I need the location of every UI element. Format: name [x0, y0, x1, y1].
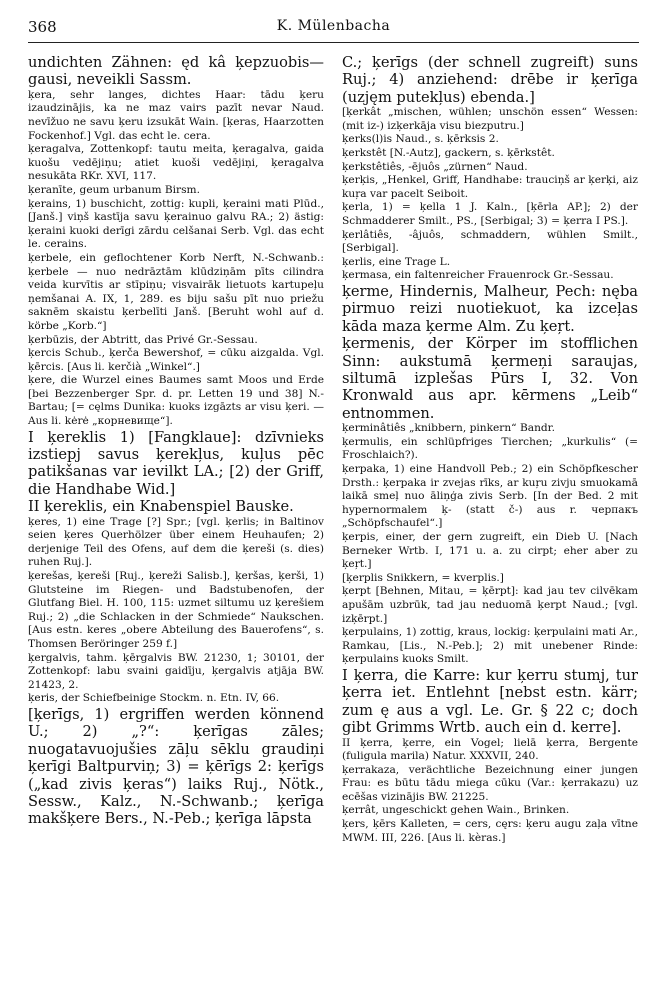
page-number: 368	[28, 18, 57, 36]
dictionary-entry: [ķerplis Snikkern, = kverplis.]	[342, 571, 504, 584]
dictionary-entry: [ķerīgs, 1) ergriffen werden könnend U.; 2) „?“: ķerīgas zāles; nuogatavuojušies zāļu sēklu graudiņi ķerīgi Baltpurviņ; 3) = ķērīgs 2: ķerīgs („kad zivis ķeras“) laiks Ruj., Nötk., Sessw., Kalz., N.-Schwanb.; ķerīga makšķere Bers., N.-Peb.; ķerīga lāpsta	[28, 706, 324, 828]
dictionary-entry: [ķerkât „mischen, wühlen; unschön essen“ Wessen: (mit iz-) izķerkāja visu biezputru.]	[342, 106, 638, 132]
dictionary-entry: ķerpulains, 1) zottig, kraus, lockig: ķerpulaini mati Ar., Ramkau, [Lis., N.-Peb.]; 2) mit unebener Rinde: ķerpulains kuoks Smilt.	[342, 626, 638, 666]
dictionary-entry: ķerkstêtiês, -ējuôs „zürnen“ Naud.	[342, 160, 528, 173]
right-column	[342, 54, 638, 845]
dictionary-entry: ķerpis, einer, der gern zugreift, ein Dieb U. [Nach Berneker Wrtb. I, 171 u. a. zu cirpt; eher aber zu ķeŗt.]	[342, 530, 638, 571]
dictionary-entry: ķerpaka, 1) eine Handvoll Peb.; 2) ein Schöpfkescher Drsth.: ķerpaka ir zvejas rīks, ar kuŗu zivju smuokamā laikā smeļ nuo āliņģa zivis Serb. [In der Bed. 2 mit hypernormalem ķ- (statt č-) aus r. черпакъ „Schöpfschaufel“.]	[342, 462, 638, 530]
dictionary-entry: ķere, die Wurzel eines Baumes samt Moos und Erde [bei Bezzenberger Spr. d. pr. Letten 19 und 38] N.-Bartau; [= cęlms Dunika: kuoks izgāzts ar visu ķeri. — Aus li. kėrė „корневище“].	[28, 374, 324, 428]
dictionary-entry: ķerlis, eine Trage L.	[342, 255, 451, 268]
dictionary-entry: I ķereklis 1) [Fangklaue]: dzīvnieks izstiepj savus ķerekļus, kuļus pēc patikšanas var ievilkt LA.; [2) der Griff, die Handhabe Wid.]	[28, 428, 324, 498]
dictionary-entry: ķerminâtiês „knibbern, pinkern“ Bandr.	[342, 422, 555, 435]
dictionary-entry: ķerme, Hindernis, Malheur, Pech: nęba pirmuo reizi nuotiekuot, ka izceļas kāda maza ķerme Alm. Zu ķeŗt.	[342, 282, 638, 335]
dictionary-entry: I ķerra, die Karre: kur ķerru stumj, tur ķerra iet. Entlehnt [nebst estn. kärr; zum ę aus a vgl. Le. Gr. § 22 c; doch gibt Grimms Wrtb. auch ein d. kerre].	[342, 666, 638, 737]
dictionary-entry: ķerbele, ein geflochtener Korb Nerft, N.-Schwanb.: ķerbele — nuo nedrāztām klūdziņām pīts cilindra veida kurvītis ar stīpiņu; visvairāk lietuots kartupeļu ņemšanai A. IX, 1, 289. es biju sašu pīt nuo priežu saknēm skaistu ķerbelīti Janš. [Beruht wohl auf d. körbe „Korb.“]	[28, 251, 324, 332]
dictionary-entry: ķermenis, der Körper im stofflichen Sinn: aukstumā ķermeņi saraujas, siltumā izplešas Pūrs I, 32. Von Kronwald aus apr. kērmens „Leib“ entnommen.	[342, 335, 638, 422]
dictionary-entry: ķerks(l)is Naud., s. ķērksis 2.	[342, 133, 499, 146]
dictionary-entry: ķergalvis, tahm. ķērgalvis BW. 21230, 1; 30101, der Zottenkopf: labu svaini gaidīju, ķergalvis atjāja BW. 21423, 2.	[28, 651, 324, 691]
dictionary-entry: C.; ķerīgs (der schnell zugreift) suns Ruj.; 4) anziehend: drēbe ir ķerīga (uzjęm putekļus) ebenda.]	[342, 54, 638, 106]
dictionary-entry: ķercis Schub., ķerča Bewershof, = cūku aizgalda. Vgl. ķērcis. [Aus li. kerčià „Winkel“.]	[28, 347, 324, 373]
dictionary-entry: ķerla, 1) = ķella 1 J. Kaln., [ķērla AP.]; 2) der Schmadderer Smilt., PS., [Serbigal; 3) = ķerra I PS.].	[342, 201, 638, 227]
dictionary-entry: ķera, sehr langes, dichtes Haar: tādu ķeru izaudzinājis, ka ne maz vairs pazīt nevar Naud. nevīžuo ne savu ķeru izsukāt Wain. [ķeras, Haarzotten Fockenhof.] Vgl. das echt le. cera.	[28, 88, 324, 142]
dictionary-entry: ķers, ķērs Kalleten, = cers, cęrs: ķeru augu zaļa vītne MWM. III, 226. [Aus li. kèras.]	[342, 818, 638, 844]
running-title: K. Mülenbacha	[276, 18, 391, 34]
dictionary-entry: ķerķis, „Henkel, Griff, Handhabe: trauciņš ar ķerķi, aiz kuŗa var pacelt Seiboit.	[342, 174, 638, 200]
dictionary-entry: II ķereklis, ein Knabenspiel Bauske.	[28, 498, 294, 516]
dictionary-entry: ķerpt [Behnen, Mitau, = ķērpt]: kad jau tev cilvēkam apušām uzbrūk, tad jau neduomā ķerpt Naud.; [vgl. izķērpt.]	[342, 585, 638, 625]
dictionary-entry: ķerbūzis, der Abtritt, das Privé Gr.-Sessau.	[28, 333, 258, 346]
dictionary-entry: ķerešas, ķereši [Ruj., ķereži Salisb.], ķeršas, ķerši, 1) Glutsteine im Riegen- und Badstubenofen, der Glutfang Biel. H. 100, 115: uzmet siltumu uz ķerešiem Ruj.; 2) „die Schlacken in der Schmiede“ Naukschen. [Aus estn. keres „obere Abteilung des Bauerofens“, s. Thomsen Beröringer 259 f.]	[28, 570, 324, 651]
dictionary-entry: II ķerra, ķerre, ein Vogel; lielā ķerra, Bergente (fuligula marila) Natur. XXXVII, 240.	[342, 736, 638, 763]
dictionary-entry: ķeres, 1) eine Trage [?] Spr.; [vgl. ķerlis; in Baltinov seien ķeres Querhölzer über einem Heuhaufen; 2) derjenige Teil des Ofens, auf dem die ķereši (s. dies) ruhen Ruj.].	[28, 515, 324, 569]
dictionary-entry: ķerlâtiês, -âjuôs, schmaddern, wühlen Smilt., [Serbigal].	[342, 228, 638, 255]
dictionary-entry: ķermulis, ein schlüpfriges Tierchen; „kurkulis“ (= Froschlaich?).	[342, 435, 638, 462]
dictionary-entry: ķeris, der Schiefbeinige Stockm. n. Etn. IV, 66.	[28, 692, 280, 705]
dictionary-entry: ķerrât, ungeschickt gehen Wain., Brinken.	[342, 804, 570, 817]
dictionary-entry: ķeranīte, geum urbanum Birsm.	[28, 183, 200, 196]
dictionary-entry: ķermasa, ein faltenreicher Frauenrock Gr.-Sessau.	[342, 269, 614, 282]
dictionary-entry: undichten Zähnen: ęd kâ ķepzuobis— gausi, neveikli Sassm.	[28, 54, 324, 89]
dictionary-entry: ķerkstêt [N.-Autz], gackern, s. ķērkstêt.	[342, 147, 555, 159]
dictionary-entry: ķeragalva, Zottenkopf: tautu meita, ķeragalva, gaida kuošu vedējiņu; atiet kuoši vedējiņi, ķeragalva nesukāta RKr. XVI, 117.	[28, 143, 324, 183]
dictionary-entry: ķerrakaza, verächtliche Bezeichnung einer jungen Frau: es būtu tādu miega cūku (Var.: ķerrakazu) uz ecēšas vizinājis BW. 21225.	[342, 763, 638, 803]
left-column	[28, 54, 324, 828]
page-header	[28, 14, 639, 43]
dictionary-entry: ķerains, 1) buschicht, zottig: kupli, ķeraini mati Plūd., [Janš.] viņš kastīja savu ķerainuo galvu RA.; 2) ästig: ķeraini kuoki derīgi zārdu celšanai Serb. Vgl. das echt le. cerains.	[28, 197, 324, 251]
